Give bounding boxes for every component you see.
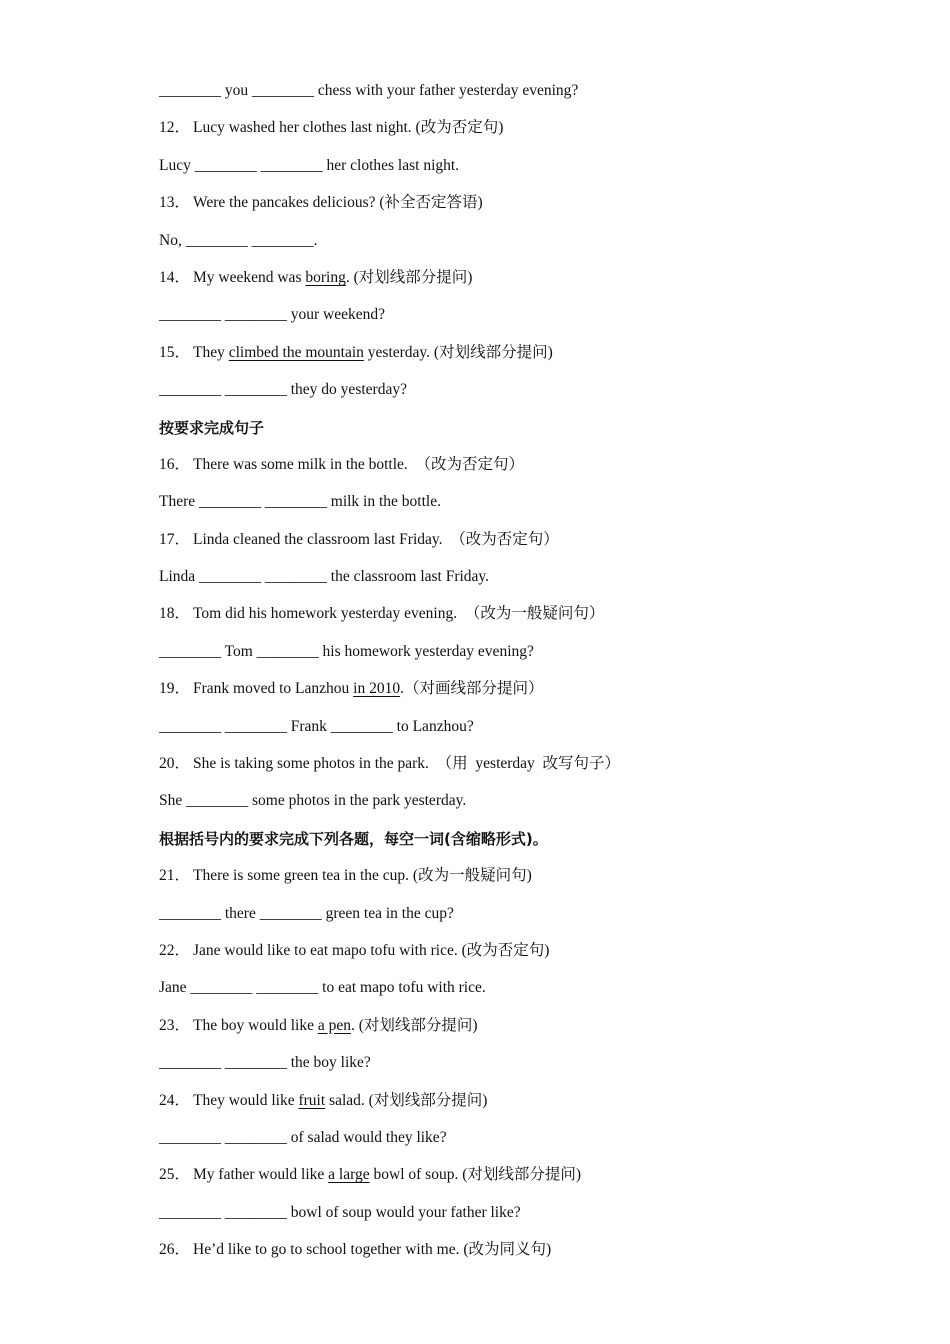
answer-line: ________ there ________ green tea in the cup? — [159, 904, 454, 922]
question-line — [159, 601, 879, 638]
question-line — [159, 190, 879, 227]
question-text: Frank moved to Lanzhou — [193, 680, 354, 698]
answer-line: ________ ________ they do yesterday? — [159, 381, 407, 399]
section-heading: 按要求完成句子 — [159, 418, 265, 437]
answer-line: She ________ some photos in the park yesterday. — [159, 792, 467, 810]
question-text: . (对划线部分提问) — [350, 1016, 478, 1034]
answer-line: ________ Tom ________ his homework yesterday evening? — [159, 642, 534, 660]
question-text: Jane would like to eat mapo tofu with rice. (改为否定句) — [193, 941, 550, 959]
question-text: She is taking some photos in the park. （用 yesterday 改写句子） — [193, 755, 621, 773]
answer-line: Lucy ________ ________ her clothes last night. — [159, 156, 460, 174]
question-text: Tom did his homework yesterday evening. （改为一般疑问句） — [193, 605, 605, 623]
question-text: Lucy washed her clothes last night. (改为否定句) — [193, 119, 504, 137]
worksheet-page — [159, 78, 879, 1275]
question-text: They would like — [193, 1091, 299, 1109]
answer-line: Linda ________ ________ the classroom last Friday. — [159, 568, 490, 586]
question-text: bowl of soup. (对划线部分提问) — [369, 1166, 582, 1184]
question-number: 18． — [159, 605, 191, 623]
question-number: 16． — [159, 455, 191, 473]
question-line — [159, 527, 879, 564]
question-text: My father would like — [193, 1166, 329, 1184]
section-heading: 根据括号内的要求完成下列各题，每空一词(含缩略形式)。 — [159, 829, 548, 848]
question-line — [159, 863, 879, 900]
answer-line: ________ ________ bowl of soup would your father like? — [159, 1203, 521, 1221]
answer-line: There ________ ________ milk in the bottle. — [159, 493, 441, 511]
question-line — [159, 751, 879, 788]
question-text: My weekend was — [193, 268, 306, 286]
question-text: . (对划线部分提问) — [345, 268, 473, 286]
question-number: 21． — [159, 867, 191, 885]
question-line — [159, 1162, 879, 1199]
question-line — [159, 676, 879, 713]
question-text: They — [193, 343, 229, 361]
question-text: yesterday. (对划线部分提问) — [363, 343, 553, 361]
underlined-phrase: fruit — [298, 1091, 326, 1109]
question-text: He’d like to go to school together with me. (改为同义句) — [193, 1241, 552, 1259]
question-line — [159, 938, 879, 975]
question-number: 23． — [159, 1016, 191, 1034]
question-line — [159, 340, 879, 377]
question-number: 24． — [159, 1091, 191, 1109]
question-number: 13． — [159, 194, 191, 212]
question-line — [159, 1013, 879, 1050]
question-text: There is some green tea in the cup. (改为一般疑问句) — [193, 867, 532, 885]
question-line — [159, 452, 879, 489]
answer-line: No, ________ ________. — [159, 231, 318, 249]
question-text: There was some milk in the bottle. （改为否定句） — [193, 455, 525, 473]
question-line — [159, 1237, 879, 1274]
answer-line: ________ ________ Frank ________ to Lanzhou? — [159, 717, 474, 735]
underlined-phrase: a large — [328, 1166, 370, 1184]
question-text: salad. (对划线部分提问) — [325, 1091, 488, 1109]
question-number: 22． — [159, 941, 191, 959]
underlined-phrase: in 2010 — [353, 680, 401, 698]
question-text: .（对画线部分提问） — [400, 680, 544, 698]
question-number: 20． — [159, 755, 191, 773]
question-text: Were the pancakes delicious? (补全否定答语) — [193, 194, 483, 212]
question-line — [159, 265, 879, 302]
answer-line: ________ ________ of salad would they like? — [159, 1128, 447, 1146]
question-text: Linda cleaned the classroom last Friday. （改为否定句） — [193, 530, 559, 548]
question-line — [159, 115, 879, 152]
underlined-phrase: a pen — [317, 1016, 351, 1034]
question-number: 19． — [159, 680, 191, 698]
question-text: The boy would like — [193, 1016, 318, 1034]
question-number: 25． — [159, 1166, 191, 1184]
question-number: 15． — [159, 343, 191, 361]
question-number: 26． — [159, 1241, 191, 1259]
question-number: 17． — [159, 530, 191, 548]
underlined-phrase: boring — [305, 268, 346, 286]
answer-line: ________ you ________ chess with your father yesterday evening? — [159, 82, 579, 99]
answer-line: ________ ________ your weekend? — [159, 306, 385, 324]
underlined-phrase: climbed the mountain — [228, 343, 364, 361]
question-number: 12． — [159, 119, 191, 137]
question-number: 14． — [159, 268, 191, 286]
question-line — [159, 1088, 879, 1125]
answer-line: ________ ________ the boy like? — [159, 1054, 371, 1072]
answer-line: Jane ________ ________ to eat mapo tofu with rice. — [159, 979, 486, 997]
